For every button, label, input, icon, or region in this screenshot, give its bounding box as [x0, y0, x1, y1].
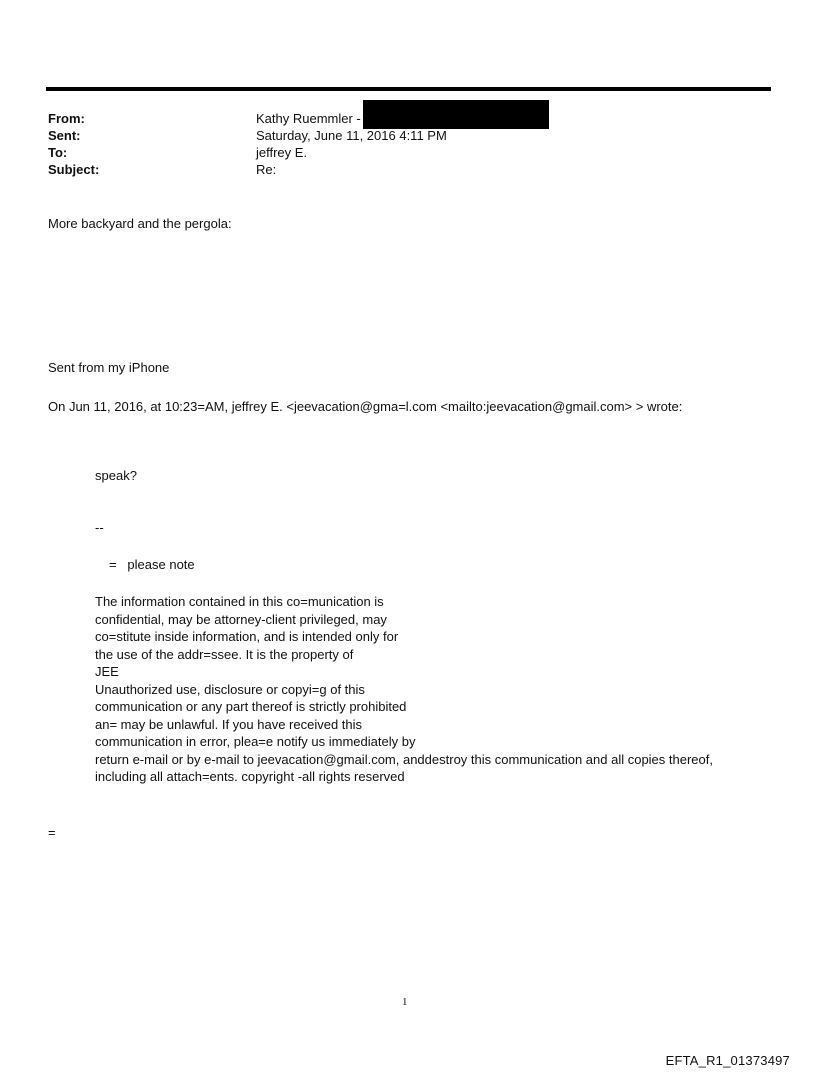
sent-label: Sent:	[48, 128, 81, 143]
disclaimer-line: the use of the addr=ssee. It is the property of	[95, 646, 354, 662]
sent-value: Saturday, June 11, 2016 4:11 PM	[256, 128, 447, 143]
disclaimer-line: The information contained in this co=munication is	[95, 594, 384, 609]
to-label: To:	[48, 145, 68, 160]
from-name: Kathy Ruemmler	[256, 111, 353, 126]
body-intro: More backyard and the pergola:	[48, 216, 232, 231]
redaction-box	[363, 100, 549, 129]
header-rule	[46, 87, 771, 91]
disclaimer-line: communication in error, plea=e notify us immediately by	[95, 734, 416, 749]
bates-number: EFTA_R1_01373497	[665, 1053, 790, 1068]
quote-header: On Jun 11, 2016, at 10:23=AM, jeffrey E. <jeevacation@gma=l.com <mailto:jeevacation@gmail.com> > wrote:	[48, 399, 683, 414]
from-label: From:	[48, 111, 85, 126]
trailing-equals: =	[48, 825, 56, 840]
disclaimer-line: an= may be unlawful. If you have received this	[95, 716, 363, 732]
iphone-signature: Sent from my iPhone	[48, 360, 170, 375]
disclaimer-line: communication or any part thereof is strictly prohibited	[95, 699, 407, 714]
disclaimer-line: JEE	[95, 664, 119, 679]
signature-separator: --	[95, 520, 104, 535]
from-value: Kathy Ruemmler -	[256, 110, 549, 129]
subject-label: Subject:	[48, 162, 100, 177]
disclaimer-line: including all attach=ents. copyright -all rights reserved	[95, 769, 405, 784]
quoted-message: speak?	[95, 468, 137, 483]
disclaimer-line: return e-mail or by e-mail to jeevacation@gmail.com, anddestroy this communication and all copies thereof,	[95, 751, 713, 767]
disclaimer	[95, 593, 713, 786]
disclaimer-line: Unauthorized use, disclosure or copyi=g of this	[95, 681, 365, 697]
note-line: = please note	[109, 557, 195, 572]
disclaimer-line: confidential, may be attorney-client privileged, may	[95, 611, 387, 627]
page-number: 1	[402, 996, 408, 1008]
to-value: jeffrey E.	[256, 145, 308, 160]
subject-value: Re:	[256, 162, 277, 177]
disclaimer-line: co=stitute inside information, and is intended only for	[95, 629, 399, 644]
